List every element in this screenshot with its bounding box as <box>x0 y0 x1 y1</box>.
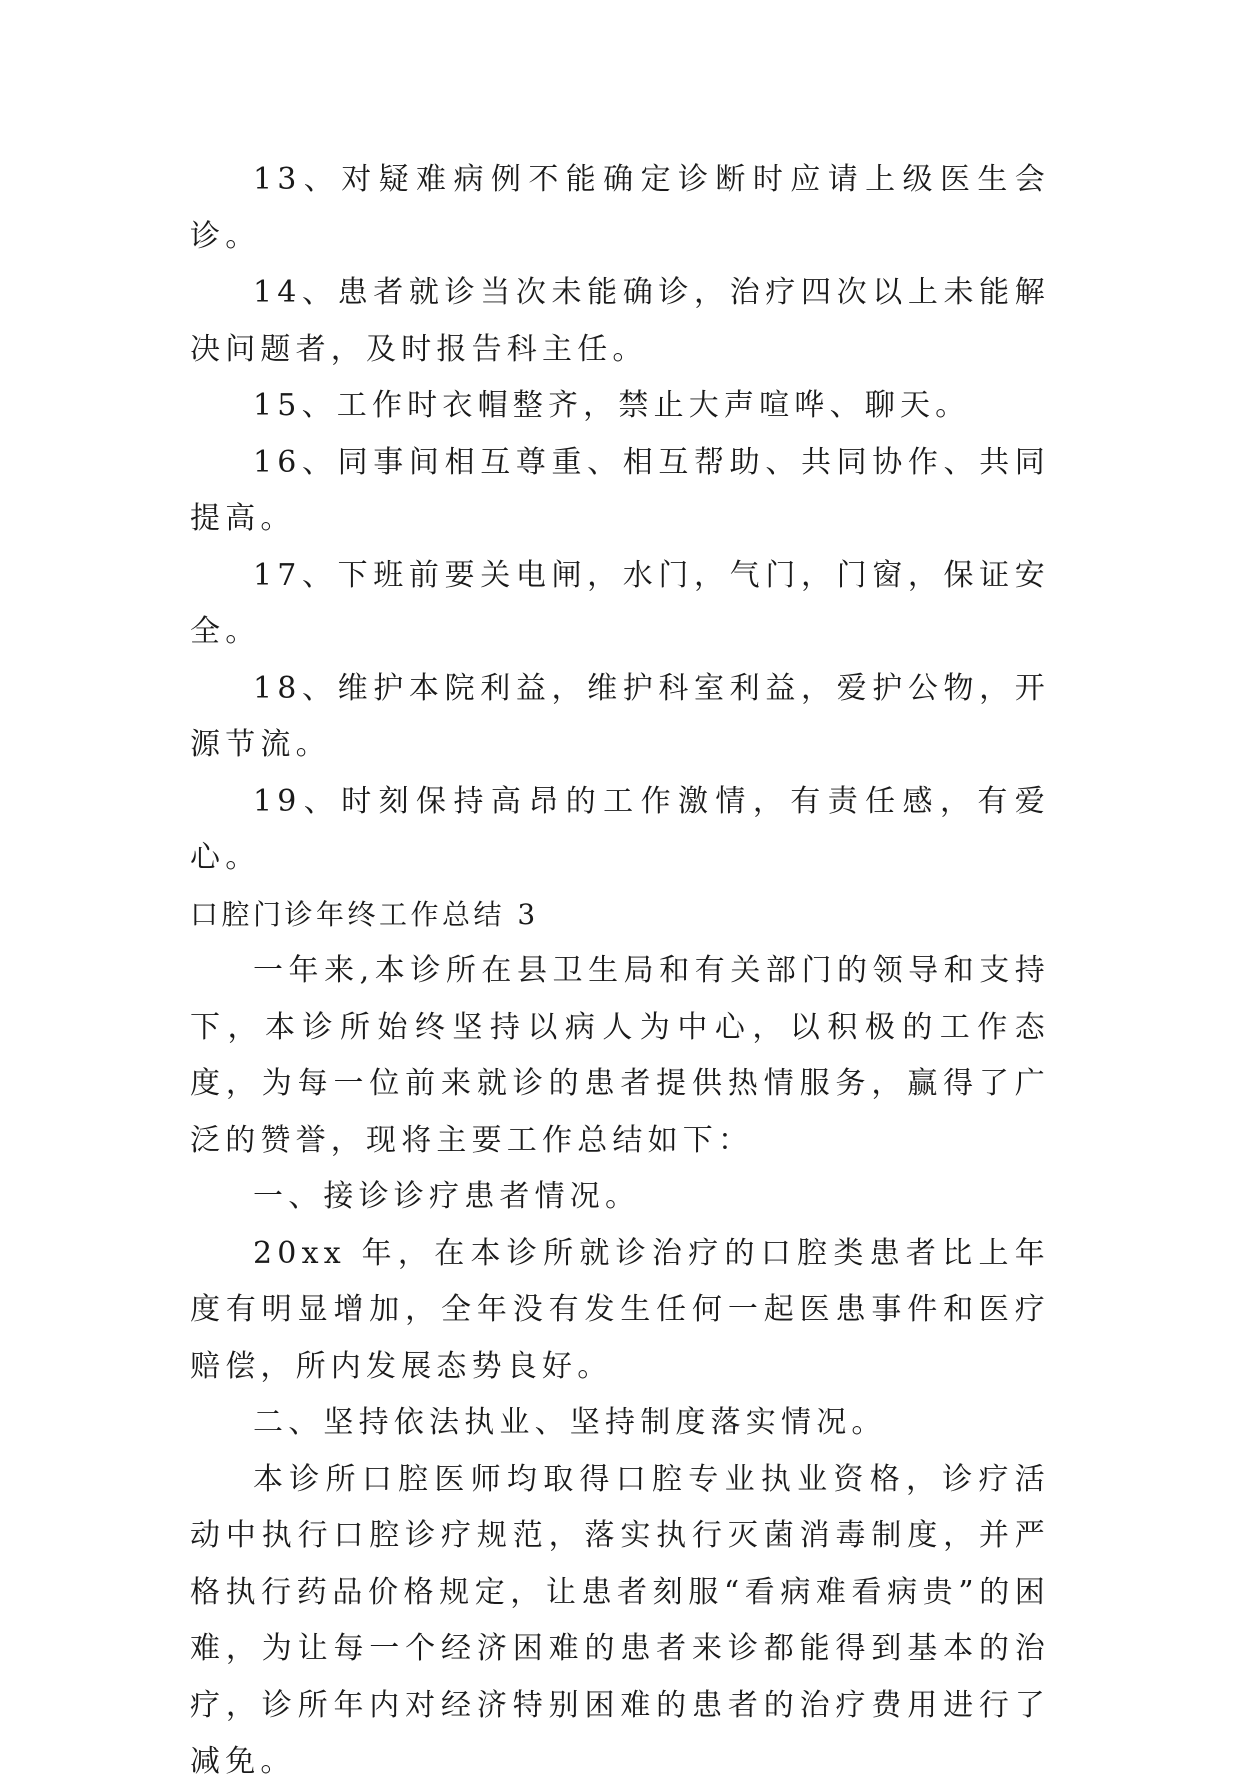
compliance-paragraph: 本诊所口腔医师均取得口腔专业执业资格，诊疗活动中执行口腔诊疗规范，落实执行灭菌消毒制度，并严格执行药品价格规定，让患者刻服“看病难看病贵”的困难，为让每一个经济困难的患者来诊都能得到基本的治疗，诊所年内对经济特别困难的患者的治疗费用进行了减免。 <box>190 1461 1050 1779</box>
rule-13: 13、对疑难病例不能确定诊断时应请上级医生会诊。 <box>190 162 1050 254</box>
patient-paragraph: 20xx 年，在本诊所就诊治疗的口腔类患者比上年度有明显增加，全年没有发生任何一起医患事件和医疗赔偿，所内发展态势良好。 <box>190 1235 1050 1384</box>
intro-paragraph: 一年来,本诊所在县卫生局和有关部门的领导和支持下，本诊所始终坚持以病人为中心，以积极的工作态度，为每一位前来就诊的患者提供热情服务，赢得了广泛的赞誉，现将主要工作总结如下： <box>190 953 1050 1158</box>
rule-18: 18、维护本院利益，维护科室利益，爱护公物，开源节流。 <box>190 670 1050 762</box>
section-title: 口腔门诊年终工作总结 3 <box>190 897 539 931</box>
rule-17: 17、下班前要关电闸，水门，气门，门窗，保证安全。 <box>190 557 1050 649</box>
rule-14: 14、患者就诊当次未能确诊，治疗四次以上未能解决问题者，及时报告科主任。 <box>190 275 1050 367</box>
rule-19: 19、时刻保持高昂的工作激情，有责任感，有爱心。 <box>190 783 1050 875</box>
rule-16: 16、同事间相互尊重、相互帮助、共同协作、共同提高。 <box>190 444 1050 536</box>
section-heading-2: 二、坚持依法执业、坚持制度落实情况。 <box>253 1405 887 1440</box>
rule-15: 15、工作时衣帽整齐，禁止大声喧哗、聊天。 <box>253 388 971 423</box>
document-page <box>190 152 1050 1791</box>
section-heading-1: 一、接诊诊疗患者情况。 <box>253 1179 641 1214</box>
